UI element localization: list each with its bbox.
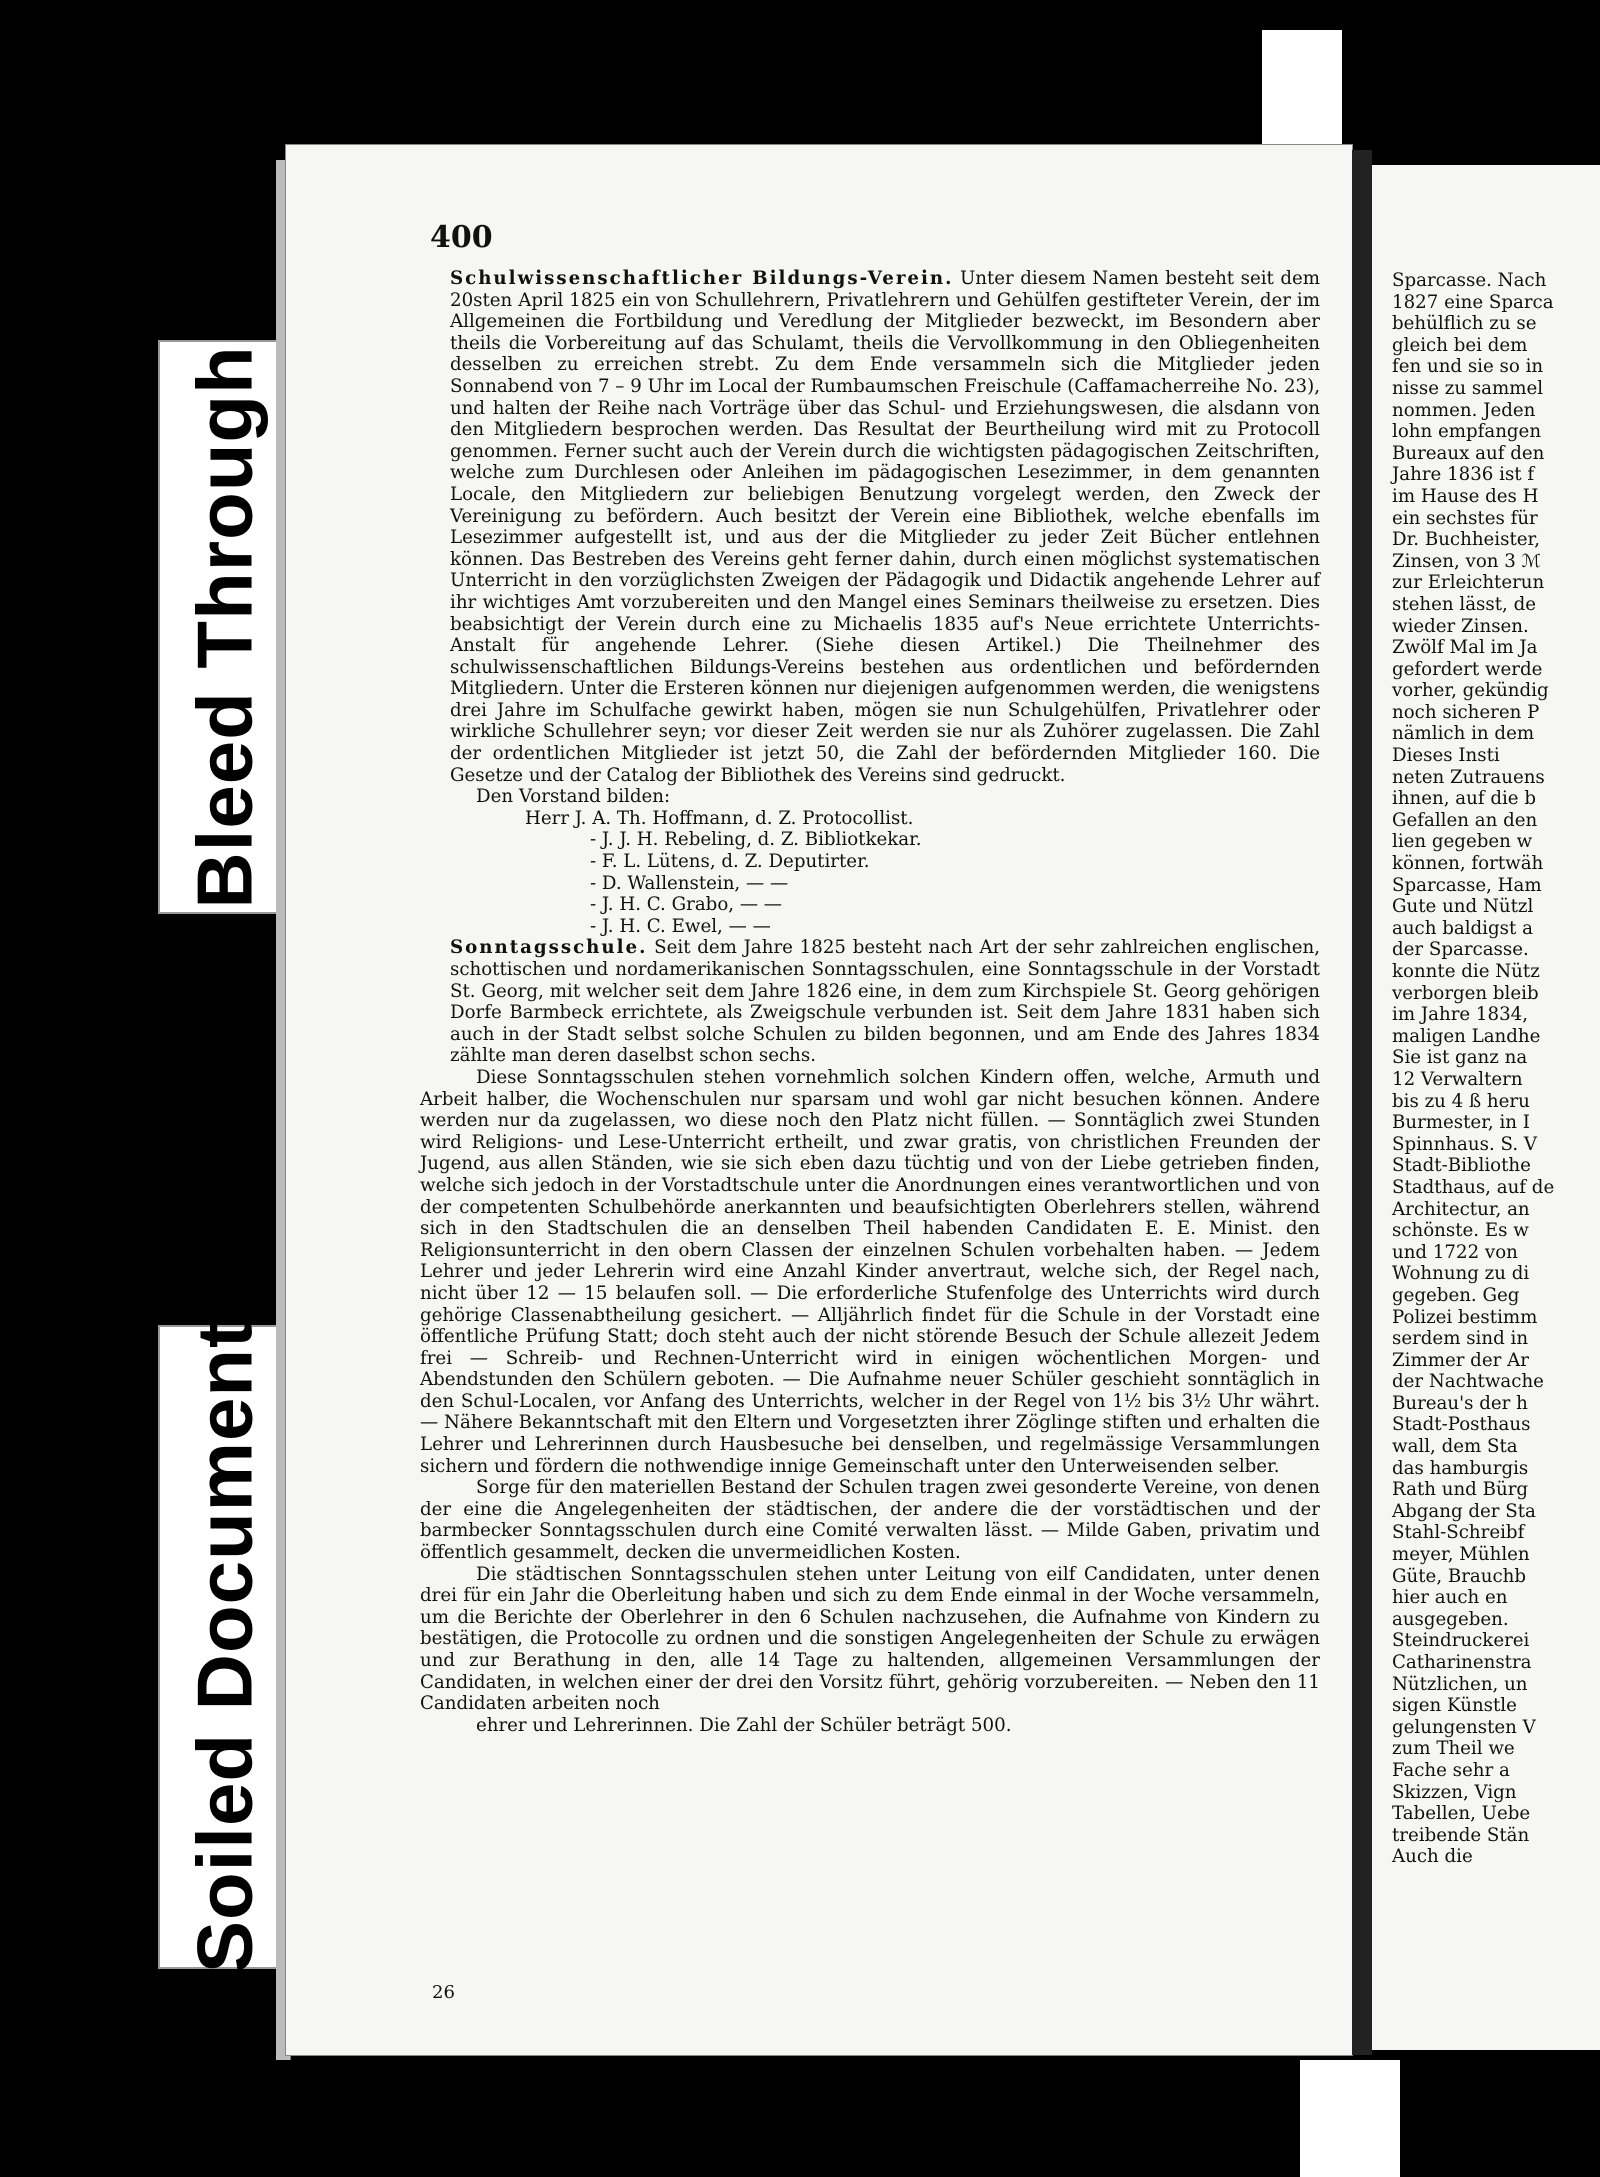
- right-column-line: Skizzen, Vign: [1392, 1781, 1517, 1803]
- right-column-line: Güte, Brauchb: [1392, 1565, 1527, 1587]
- vorstand-intro: Den Vorstand bilden:: [476, 786, 671, 808]
- right-column-line: nämlich in dem: [1392, 723, 1535, 745]
- right-column-text: [1392, 270, 1600, 1868]
- right-column-line: Steindruckerei: [1392, 1630, 1530, 1652]
- sonntag-paragraph-3: Sorge für den materiellen Bestand der Schulen tragen zwei gesonderte Vereine, von denen der eine die Angelegenheiten der städtischen, der andere die der vorstädtischen und der barmbecker Sonntagsschulen durch eine Comité verwalten lässt. — Milde Gaben, privatim und öffentlich gesammelt, decken die unvermeidlichen Kosten.: [420, 1477, 1320, 1564]
- right-column-line: können, fortwäh: [1392, 853, 1544, 875]
- right-column-line: gleich bei dem: [1392, 334, 1528, 356]
- right-column-line: das hamburgis: [1392, 1457, 1529, 1479]
- right-column-line: treibende Stän: [1392, 1824, 1530, 1846]
- right-column-line: nisse zu sammel: [1392, 377, 1544, 399]
- vorstand-list: [420, 808, 1320, 938]
- right-column-line: Sie ist ganz na: [1392, 1047, 1528, 1069]
- right-column-line: 1827 eine Sparca: [1392, 291, 1554, 313]
- book-gutter: [1352, 150, 1372, 2055]
- right-column-line: gefordert werde: [1392, 658, 1543, 680]
- right-column-line: Sparcasse. Nach: [1392, 270, 1547, 291]
- right-column-line: im Hause des H: [1392, 485, 1539, 507]
- right-column-line: noch sicheren P: [1392, 701, 1540, 723]
- right-column-line: wieder Zinsen.: [1392, 615, 1529, 637]
- page-number: 400: [430, 220, 493, 255]
- right-column-line: ein sechstes für: [1392, 507, 1538, 529]
- right-column-line: der Nachtwache: [1392, 1371, 1544, 1393]
- right-column-line: meyer, Mühlen: [1392, 1544, 1530, 1566]
- right-column-line: lien gegeben w: [1392, 831, 1533, 853]
- right-column-line: serdem sind in: [1392, 1328, 1529, 1350]
- vorstand-member: - J. J. H. Rebeling, d. Z. Bibliotkekar.: [590, 829, 922, 851]
- right-column-line: sigen Künstle: [1392, 1695, 1517, 1717]
- right-column-line: schönste. Es w: [1392, 1220, 1529, 1242]
- bleed-through-label: Bleed Through: [180, 345, 269, 909]
- right-column-line: Rath und Bürg: [1392, 1479, 1529, 1501]
- right-column-line: Zimmer der Ar: [1392, 1349, 1529, 1371]
- vorstand-member: - J. H. C. Ewel, — —: [590, 915, 771, 937]
- right-column-line: ausgegeben.: [1392, 1608, 1509, 1630]
- verein-entry: [420, 268, 1320, 786]
- right-column-line: Bureau's der h: [1392, 1392, 1528, 1414]
- right-column-line: auch baldigst a: [1392, 917, 1533, 939]
- soiled-document-label: Soiled Document: [180, 1320, 269, 1974]
- right-column-line: hier auch en: [1392, 1587, 1508, 1609]
- vorstand-member: - F. L. Lütens, d. Z. Deputirter.: [590, 851, 870, 873]
- right-column-line: Zinsen, von 3 ℳ: [1392, 550, 1542, 572]
- right-column-line: Auch die: [1392, 1846, 1473, 1868]
- right-column-line: Dr. Buchheister,: [1392, 529, 1540, 551]
- right-column-line: wall, dem Sta: [1392, 1436, 1518, 1458]
- right-column-line: Wohnung zu di: [1392, 1263, 1530, 1285]
- main-text: [420, 268, 1320, 1736]
- right-column-line: Tabellen, Uebe: [1392, 1803, 1531, 1825]
- right-column-line: nommen. Jeden: [1392, 399, 1536, 421]
- right-column-line: bis zu 4 ß heru: [1392, 1090, 1530, 1112]
- right-column-line: lohn empfangen: [1392, 421, 1542, 443]
- right-column-line: maligen Landhe: [1392, 1025, 1541, 1047]
- soiled-document-tab: [158, 1320, 292, 1974]
- vorstand-member: - J. H. C. Grabo, — —: [590, 894, 782, 916]
- right-column-line: zur Erleichterun: [1392, 572, 1545, 594]
- right-column-line: Catharinenstra: [1392, 1652, 1532, 1673]
- right-column-line: Zwölf Mal im Ja: [1392, 637, 1538, 659]
- right-column-line: Gefallen an den: [1392, 809, 1538, 831]
- right-column-line: und 1722 von: [1392, 1241, 1518, 1263]
- right-column-line: Stadt-Bibliothe: [1392, 1155, 1531, 1177]
- bottom-clip: [1300, 2060, 1400, 2177]
- book-page-right: [1372, 165, 1600, 2050]
- right-column-line: Spinnhaus. S. V: [1392, 1133, 1538, 1155]
- right-column-line: neten Zutrauens: [1392, 766, 1545, 788]
- right-column-line: Architectur, an: [1392, 1198, 1530, 1220]
- right-column-line: verborgen bleib: [1392, 982, 1539, 1004]
- vorstand-member: - D. Wallenstein, — —: [590, 872, 789, 894]
- sonntag-paragraph-2: Diese Sonntagsschulen stehen vornehmlich solchen Kindern offen, welche, Armuth und Arbeit halber, die Wochenschulen nur sparsam und wohl gar nicht besuchen können. Andere werden nur da zugelassen, wo diese noch den Platz nicht füllen. — Sonntäglich zwei Stunden wird Religions- und Lese-Unterricht ertheilt, und zwar gratis, von christlichen Freunden der Jugend, aus allen Ständen, wie sie sich eben dazu tüchtig und von der Liebe getrieben finden, welche sich jedoch in der Vorstadtschule unter die Anordnungen eines verantwortlichen und von der competenten Schulbehörde anerkannten und beaufsichtigten Oberlehrers stellen, während sich in den Stadtschulen die an denselben Theil habenden Candidaten E. E. Minist. den Religionsunterricht in den obern Classen der einzelnen Schulen vorbehalten haben. — Jedem Lehrer und jeder Lehrerin wird eine Anzahl Kinder anvertraut, welche sich, der Regel nach, nicht über 12 — 15 belaufen soll. — Die erforderliche Stufenfolge des Unterrichts wird durch gehörige Classenabtheilung gesichert. — Alljährlich findet für die Schule in der Vorstadt eine öffentliche Prüfung Statt; doch steht auch der nicht störende Besuch der Schule allezeit Jedem frei — Schreib- und Rechnen-Unterricht wird in einigen wöchentlichen Morgen- und Abendstunden den Schülern geboten. — Die Aufnahme neuer Schüler geschieht sonntäglich in den Schul-Localen, vor Anfang des Unterrichts, welcher in der Regel von 1½ bis 3½ Uhr währt. — Nähere Bekanntschaft mit den Eltern und Vorgesetzten ihrer Zöglinge stiften und erhalten die Lehrer und Lehrerinnen durch Hausbesuche bei denselben, und regelmässige Versammlungen sichern und fördern die nothwendige innige Gemeinschaft unter den Unterweisenden selber.: [420, 1066, 1320, 1477]
- sonntag-heading: Sonntagsschule.: [450, 937, 648, 959]
- right-column-line: konnte die Nütz: [1392, 961, 1540, 982]
- right-column-line: vorher, gekündig: [1392, 680, 1549, 702]
- right-column-line: Nützlichen, un: [1392, 1673, 1528, 1695]
- right-column-line: Sparcasse, Ham: [1392, 874, 1542, 896]
- right-column-line: der Sparcasse.: [1392, 939, 1529, 961]
- bleed-through-tab: [158, 340, 292, 914]
- sonntag-paragraph-4: Die städtischen Sonntagsschulen stehen unter Leitung von eilf Candidaten, unter denen drei für ein Jahr die Oberleitung haben und sich zu dem Ende einmal in der Woche versammeln, um die Berichte der Oberlehrer in den 6 Schulen nachzusehen, die Aufnahme von Kindern zu bestätigen, die Protocolle zu ordnen und die sonstigen Angelegenheiten der Schule zu erwägen und zur Berathung in den, alle 14 Tage zu haltenden, allgemeinen Versammlungen der Candidaten, in welchen einer der drei den Vorsitz führt, gehörig vorzubereiten. — Neben den 11 Candidaten arbeiten noch: [420, 1563, 1320, 1715]
- right-column-line: Bureaux auf den: [1392, 442, 1545, 464]
- right-column-line: Abgang der Sta: [1392, 1500, 1536, 1522]
- signature-mark: 26: [432, 1982, 455, 2003]
- right-column-line: stehen lässt, de: [1392, 593, 1536, 615]
- right-column-line: Jahre 1836 ist f: [1392, 464, 1535, 486]
- top-clip-band: [1262, 0, 1342, 30]
- right-column-line: Burmester, in I: [1392, 1112, 1530, 1134]
- right-column-line: Stadthaus, auf de: [1392, 1176, 1555, 1198]
- right-column-line: Stadt-Posthaus: [1392, 1414, 1531, 1436]
- right-column-line: zum Theil we: [1392, 1738, 1515, 1760]
- right-column-line: gegeben. Geg: [1392, 1284, 1520, 1306]
- right-column-line: Gute und Nützl: [1392, 896, 1534, 918]
- right-column-line: gelungensten V: [1392, 1716, 1536, 1738]
- verein-body: Unter diesem Namen besteht seit dem 20sten April 1825 ein von Schullehrern, Privatlehrern und Gehülfen gestifteter Verein, der im Allgemeinen die Fortbildung und Veredlung der Mitglieder bezweckt, im Besondern aber theils die Vorbereitung auf das Schulamt, theils die Vervollkommung in den Obliegenheiten desselben zu erreichen strebt. Zu dem Ende versammeln sich die Mitglieder jeden Sonnabend von 7 – 9 Uhr im Local der Rumbaumschen Freischule (Caffamacherreihe No. 23), und halten der Reihe nach Vorträge über das Schul- und Erziehungswesen, die alsdann von den Mitgliedern besprochen werden. Das Resultat der Beurtheilung wird mit zu Protocoll genommen. Ferner sucht auch der Verein durch die wichtigsten pädagogischen Zeitschriften, welche zum Durchlesen oder Anleihen im pädagogischen Lesezimmer, in dem genannten Locale, den Mitgliedern zur beliebigen Benutzung vorgelegt werden, den Zweck der Vereinigung zu befördern. Auch besitzt der Verein eine Bibliothek, welche ebenfalls im Lesezimmer aufgestellt ist, und aus der die Mitglieder zu jeder Zeit Bücher entlehnen können. Das Bestreben des Vereins geht ferner dahin, durch einen möglichst systematischen Unterricht in den vorzüglichsten Zweigen der Pädagogik und Didactik angehende Lehrer auf ihr wichtiges Amt vorzubereiten und den Mangel eines Seminars theilweise zu ersetzen. Dies beabsichtigt der Verein durch eine zu Michaelis 1835 auf's Neue errichtete Unterrichts-Anstalt für angehende Lehrer. (Siehe diesen Artikel.) Die Theilnehmer des schulwissenschaftlichen Bildungs-Vereins bestehen aus ordentlichen und befördernden Mitgliedern. Unter die Ersteren können nur diejenigen aufgenommen werden, die wenigstens drei Jahre im Schulfache gewirkt haben, mögen sie nun Schulgehülfen, Privatlehrer oder wirkliche Schullehrer seyn; vor dieser Zeit werden sie nur als Zuhörer zugelassen. Die Zahl der ordentlichen Mitglieder ist jetzt 50, die Zahl der befördernden Mitglieder 160. Die Gesetze und der Catalog der Bibliothek des Vereins sind gedruckt.: [450, 268, 1320, 786]
- right-column-line: fen und sie so in: [1392, 356, 1544, 378]
- right-column-line: Stahl-Schreibf: [1392, 1522, 1525, 1544]
- right-column-line: ihnen, auf die b: [1392, 788, 1536, 810]
- right-column-line: Dieses Insti: [1392, 745, 1500, 767]
- vorstand-member: Herr J. A. Th. Hoffmann, d. Z. Protocollist.: [525, 807, 914, 829]
- right-column-line: 12 Verwaltern: [1392, 1068, 1523, 1090]
- right-column-line: Fache sehr a: [1392, 1759, 1510, 1781]
- sonntag-entry: [420, 937, 1320, 1067]
- right-column-line: im Jahre 1834,: [1392, 1004, 1528, 1026]
- last-line-text: ehrer und Lehrerinnen. Die Zahl der Schüler beträgt 500.: [476, 1714, 1012, 1736]
- last-line: [420, 1715, 1320, 1737]
- right-column-line: Polizei bestimm: [1392, 1306, 1538, 1328]
- right-column-line: behülflich zu se: [1392, 313, 1537, 335]
- verein-heading: Schulwissenschaftlicher Bildungs-Verein.: [450, 268, 954, 289]
- sonntag-paragraph-1: Seit dem Jahre 1825 besteht nach Art der sehr zahlreichen englischen, schottischen und nordamerikanischen Sonntagsschulen, eine Sonntagsschule in der Vorstadt St. Georg, mit welcher seit dem Jahre 1826 eine, in dem zum Kirchspiele St. Georg gehörigen Dorfe Barmbeck errichtete, als Zweigschule verbunden ist. Seit dem Jahre 1831 haben sich auch in der Stadt selbst solche Schulen zu bilden begonnen, und am Ende des Jahres 1834 zählte man deren daselbst schon sechs.: [450, 937, 1320, 1067]
